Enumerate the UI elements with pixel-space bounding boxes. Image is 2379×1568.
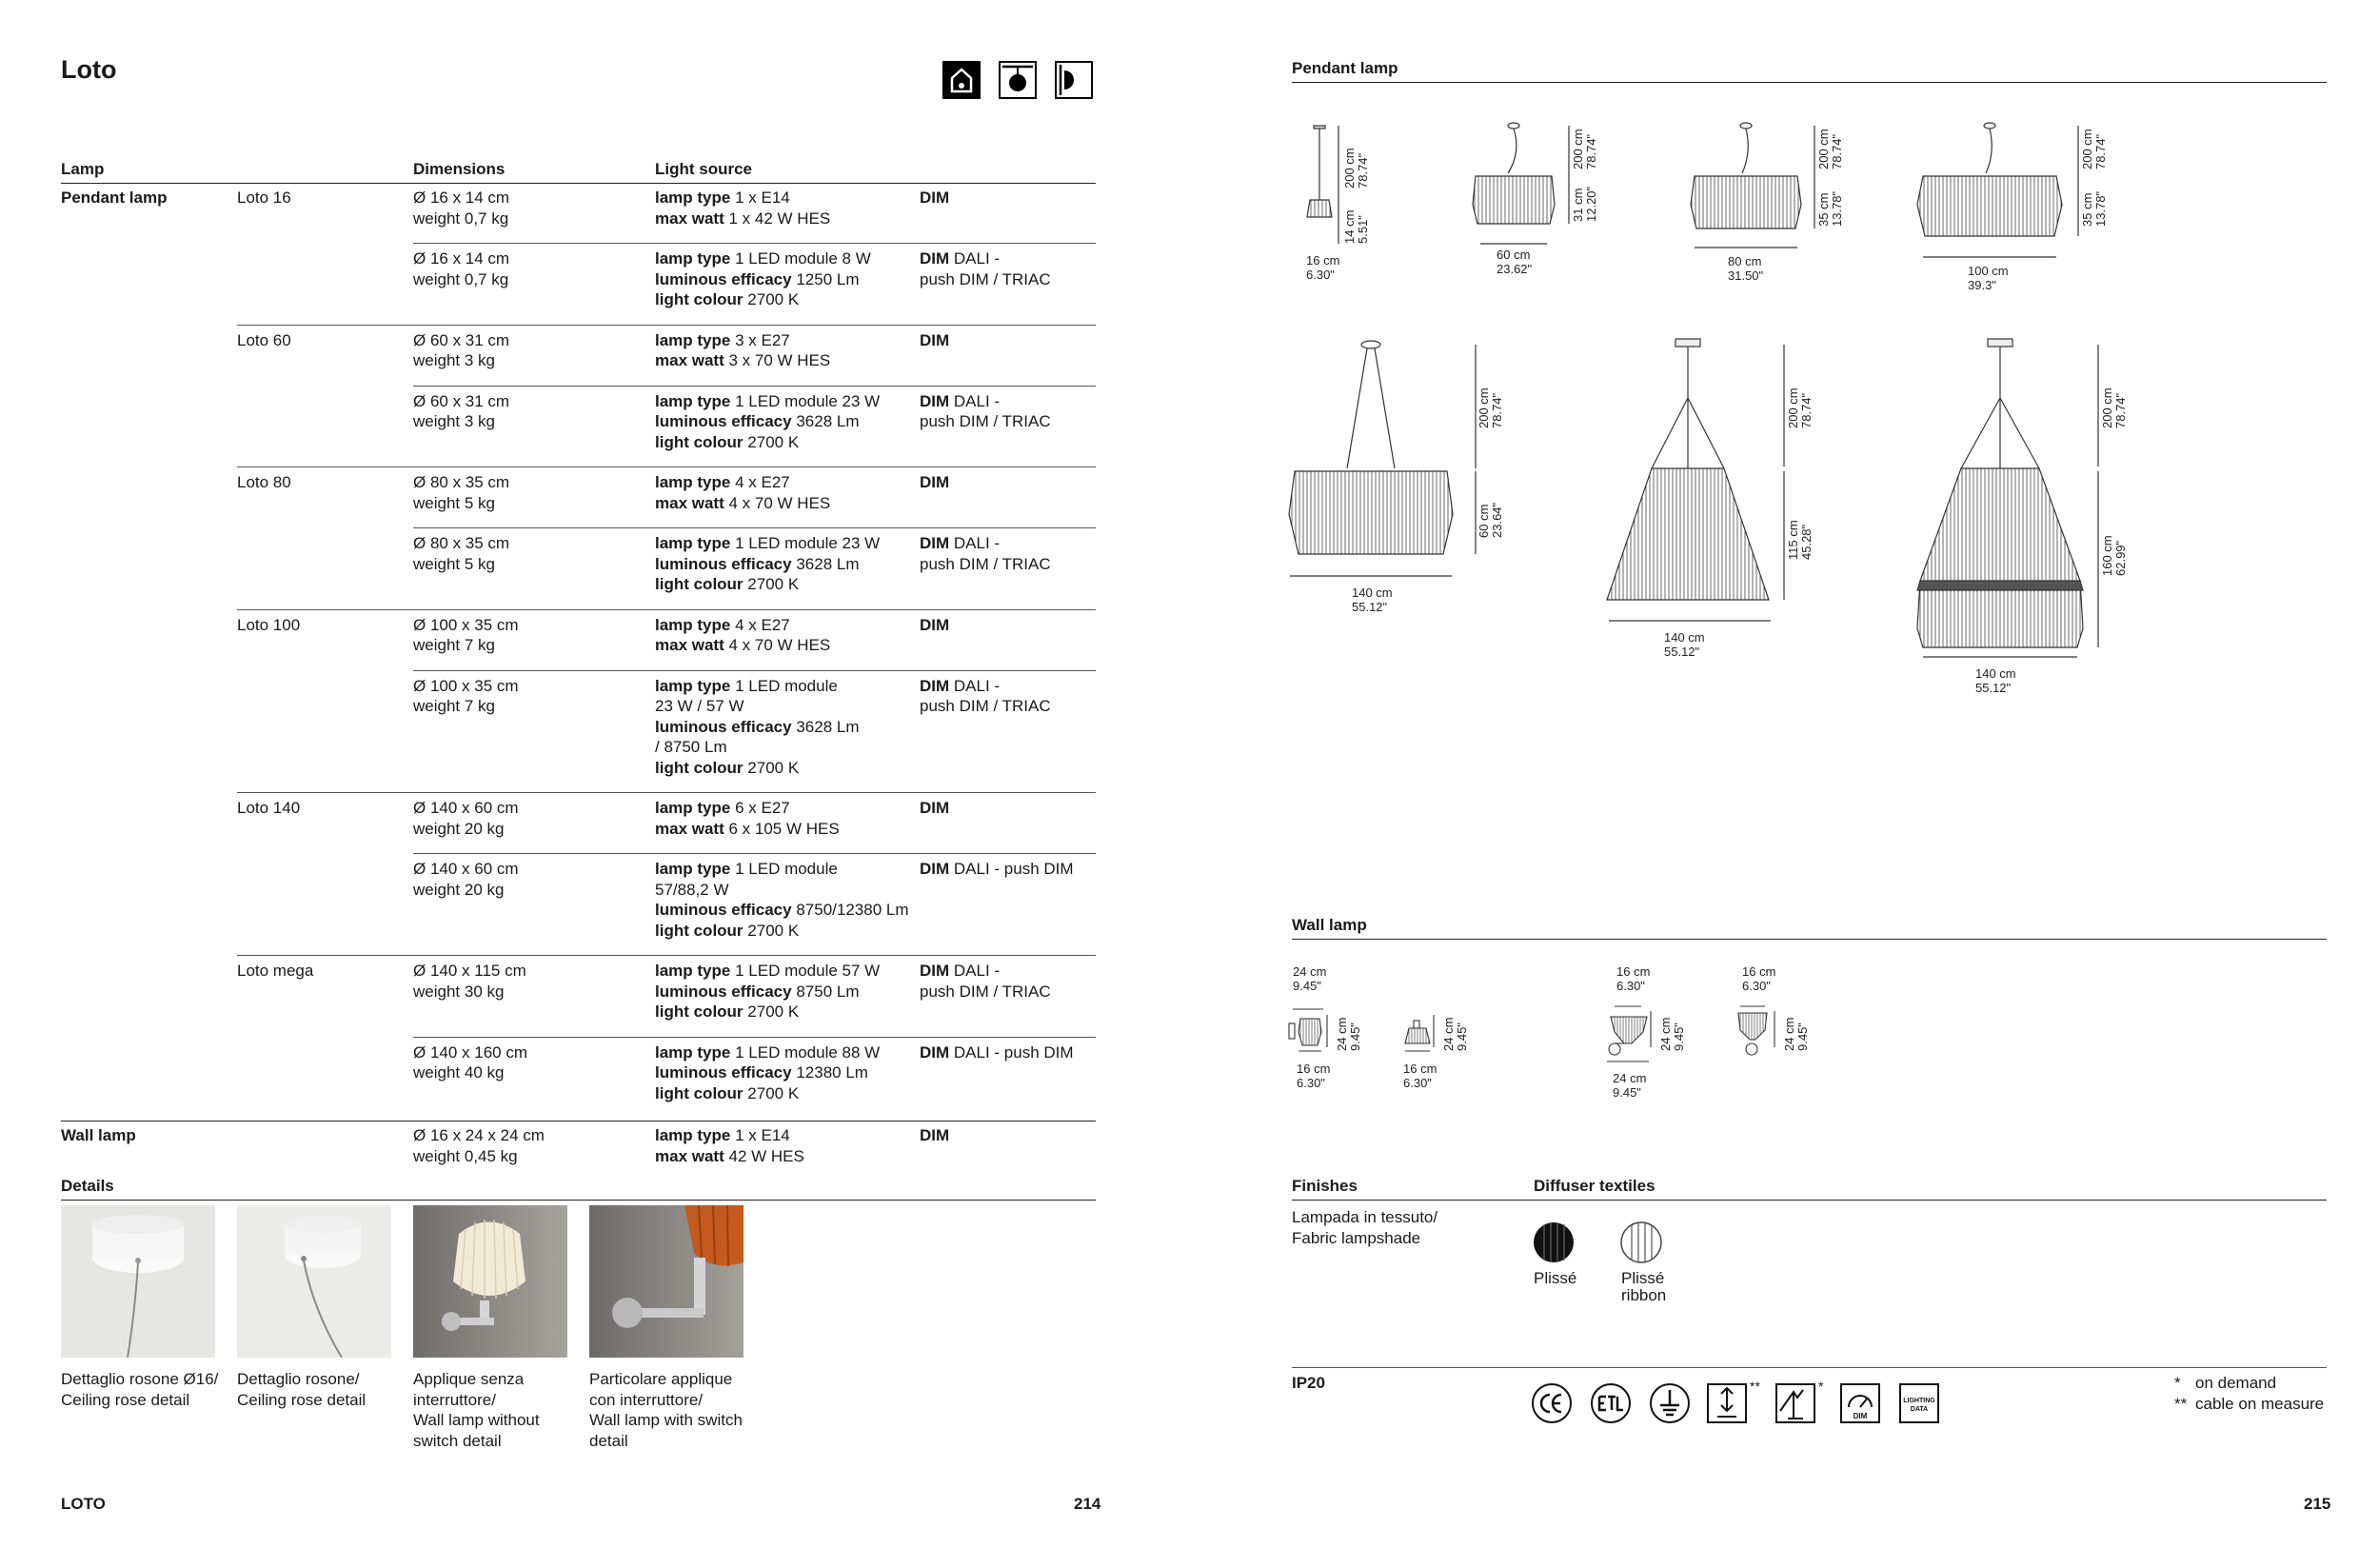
svg-text:78.74": 78.74" (1490, 392, 1504, 428)
model-name: Loto 16 (237, 189, 291, 207)
svg-text:6.30": 6.30" (1306, 268, 1335, 282)
svg-text:62.99": 62.99" (2113, 540, 2128, 576)
light-source-line: max watt 3 x 70 W HES (655, 351, 831, 369)
svg-text:31.50": 31.50" (1728, 268, 1764, 283)
svg-text:200 cm: 200 cm (2080, 129, 2094, 169)
svg-text:200 cm: 200 cm (1477, 387, 1491, 428)
ip-rule (1292, 1367, 2327, 1368)
dimming-info: DIM DALI - push DIM (920, 860, 1074, 878)
model-name: Loto 140 (237, 799, 301, 817)
light-source-line: luminous efficacy 3628 Lm (655, 717, 860, 736)
light-source-line: light colour 2700 K (655, 575, 800, 593)
model-name: Loto 100 (237, 615, 301, 634)
dimming-info: DIM DALI - (920, 534, 1001, 552)
dimming-info-line2: push DIM / TRIAC (920, 269, 1051, 288)
light-source-line: light colour 2700 K (655, 290, 800, 308)
dimmable-icon (1839, 1382, 1881, 1424)
light-source-line: max watt 4 x 70 W HES (655, 636, 831, 654)
svg-text:12.20": 12.20" (1584, 186, 1598, 222)
dimension-weight: weight 30 kg (413, 982, 505, 1001)
dimension-weight: weight 20 kg (413, 819, 505, 838)
finishes-rule (1292, 1200, 2327, 1201)
light-source-line: lamp type 3 x E27 (655, 330, 790, 349)
dimension-size: Ø 140 x 160 cm (413, 1042, 528, 1062)
finishes-label: Finishes (1292, 1177, 1358, 1195)
light-source-line: luminous efficacy 3628 Lm (655, 554, 860, 573)
svg-text:24 cm: 24 cm (1658, 1017, 1673, 1051)
light-source-line: luminous efficacy 12380 Lm (655, 1063, 868, 1082)
drawing-loto16 (1307, 126, 1338, 244)
light-source-line: lamp type 1 LED module 23 W (655, 391, 881, 410)
svg-text:6.30": 6.30" (1403, 1076, 1432, 1090)
led-source-icon (1774, 1382, 1816, 1424)
dimension-size: Ø 60 x 31 cm (413, 391, 510, 410)
light-source-line: light colour 2700 K (655, 758, 800, 777)
row-rule (237, 609, 1096, 610)
note-1-marker: * (2174, 1374, 2181, 1392)
svg-text:200 cm: 200 cm (2100, 387, 2114, 428)
light-source-line: lamp type 1 LED module (655, 676, 838, 695)
svg-text:6.30": 6.30" (1297, 1076, 1325, 1090)
svg-text:DIM: DIM (1853, 1412, 1868, 1420)
light-source-line: max watt 1 x 42 W HES (655, 208, 831, 228)
light-source-line: light colour 2700 K (655, 1083, 800, 1102)
row-rule (237, 325, 1096, 326)
dimension-weight: weight 3 kg (413, 351, 495, 369)
svg-text:100 cm: 100 cm (1968, 264, 2009, 278)
dimming-info-line2: push DIM / TRIAC (920, 982, 1051, 1001)
light-source-line: luminous efficacy 8750 Lm (655, 982, 860, 1001)
dimension-size: Ø 80 x 35 cm (413, 473, 510, 491)
details-rule (61, 1200, 1096, 1201)
light-source-line: lamp type 1 LED module (655, 860, 838, 878)
dimension-weight: weight 7 kg (413, 697, 495, 715)
light-source-line: 57/88,2 W (655, 880, 729, 899)
light-source-line: luminous efficacy 8750/12380 Lm (655, 901, 909, 919)
svg-text:24 cm: 24 cm (1293, 964, 1327, 979)
ceiling-rose-photo-1 (61, 1205, 215, 1358)
detail-caption-line: con interruttore/ (589, 1390, 704, 1409)
swatch-ribbon-label-2: ribbon (1621, 1286, 1667, 1304)
svg-text:24 cm: 24 cm (1613, 1071, 1647, 1085)
row-rule (237, 955, 1096, 956)
wall-dim-label: DIM (920, 1126, 950, 1144)
details-label: Details (61, 1177, 114, 1195)
diffuser-label: Diffuser textiles (1534, 1177, 1655, 1195)
ce-mark-icon (1531, 1382, 1573, 1424)
svg-text:9.45": 9.45" (1348, 1022, 1362, 1051)
row-rule (413, 527, 1096, 528)
wall-lamp-type: lamp type 1 x E14 (655, 1126, 790, 1144)
page-title: Loto (61, 55, 117, 84)
ip-rating: IP20 (1292, 1374, 1325, 1392)
swatch-ribbon-label-1: Plissé (1621, 1269, 1665, 1287)
footer-page-left: 214 (1074, 1495, 1101, 1513)
footer-brand: LOTO (61, 1495, 106, 1513)
svg-text:78.74": 78.74" (2093, 133, 2108, 169)
svg-text:9.45": 9.45" (1613, 1085, 1641, 1100)
dimension-size: Ø 100 x 35 cm (413, 676, 519, 695)
svg-text:13.78": 13.78" (2093, 190, 2108, 227)
svg-text:55.12": 55.12" (1975, 681, 2012, 695)
svg-text:115 cm: 115 cm (1786, 520, 1800, 560)
svg-text:35 cm: 35 cm (2080, 192, 2094, 227)
svg-text:39.3": 39.3" (1968, 278, 1996, 292)
wall-drawings-rule (1292, 939, 2327, 940)
drawing-loto80 (1691, 123, 1814, 248)
light-source-line: lamp type 1 LED module 57 W (655, 962, 881, 980)
svg-text:55.12": 55.12" (1352, 600, 1388, 614)
svg-text:80 cm: 80 cm (1728, 254, 1762, 268)
model-name: Loto mega (237, 962, 314, 980)
drawing-loto140 (1289, 341, 1476, 576)
detail-caption-line: Wall lamp with switch (589, 1411, 743, 1429)
col-header-dimensions: Dimensions (413, 160, 506, 178)
p16-h1: 200 cm (1342, 148, 1357, 189)
svg-text:78.74": 78.74" (1799, 392, 1814, 428)
svg-text:16 cm: 16 cm (1403, 1062, 1437, 1076)
dimension-size: Ø 140 x 60 cm (413, 860, 519, 878)
drawing-loto-mega-1 (1607, 339, 1784, 621)
dimming-info: DIM DALI - (920, 391, 1001, 410)
note-2-text: cable on measure (2195, 1395, 2325, 1413)
wall-technical-drawings (1285, 952, 1856, 1123)
svg-text:16 cm: 16 cm (1742, 964, 1776, 979)
note-2-marker: ** (2174, 1395, 2188, 1413)
detail-caption-line: Applique senza (413, 1370, 525, 1388)
row-rule (237, 792, 1096, 793)
svg-text:78.74": 78.74" (1356, 152, 1370, 189)
etl-listed-icon (1590, 1382, 1632, 1424)
svg-text:200 cm: 200 cm (1571, 129, 1585, 169)
pendant-lamp-label: Pendant lamp (61, 189, 168, 207)
pendant-technical-drawings (1276, 95, 2342, 714)
dimension-size: Ø 60 x 31 cm (413, 330, 510, 349)
col-header-light-source: Light source (655, 160, 753, 178)
wall-dim-weight: weight 0,45 kg (413, 1147, 518, 1165)
svg-text:16 cm: 16 cm (1306, 253, 1340, 268)
svg-text:14 cm: 14 cm (1342, 209, 1357, 244)
light-source-line: lamp type 6 x E27 (655, 799, 790, 817)
dimension-size: Ø 100 x 35 cm (413, 615, 519, 634)
svg-text:DATA: DATA (1910, 1406, 1929, 1413)
light-source-line: lamp type 1 LED module 8 W (655, 249, 871, 268)
dimension-weight: weight 7 kg (413, 636, 495, 654)
svg-text:31 cm: 31 cm (1571, 188, 1585, 222)
svg-text:23.62": 23.62" (1497, 262, 1533, 276)
light-source-line: / 8750 Lm (655, 738, 727, 756)
light-source-line: max watt 4 x 70 W HES (655, 493, 831, 512)
svg-text:200 cm: 200 cm (1786, 387, 1800, 428)
detail-caption-line: Particolare applique (589, 1370, 733, 1388)
dimming-info: DIM DALI - (920, 676, 1001, 695)
svg-text:16 cm: 16 cm (1616, 964, 1651, 979)
wall-lamp-photo-2 (589, 1205, 743, 1358)
indoor-home-icon (942, 61, 981, 99)
light-source-line: light colour 2700 K (655, 921, 800, 940)
pendant-drawings-label: Pendant lamp (1292, 59, 1398, 77)
wall-dim-size: Ø 16 x 24 x 24 cm (413, 1126, 545, 1144)
row-rule (413, 1037, 1096, 1038)
svg-text:60 cm: 60 cm (1497, 248, 1531, 262)
detail-caption-line: Dettaglio rosone Ø16/ (61, 1370, 219, 1388)
svg-text:78.74": 78.74" (1830, 133, 1844, 169)
svg-text:9.45": 9.45" (1293, 979, 1321, 993)
dimming-info-line2: push DIM / TRIAC (920, 697, 1051, 715)
dimension-size: Ø 16 x 14 cm (413, 249, 510, 268)
col-header-lamp: Lamp (61, 160, 105, 178)
dimming-info: DIM DALI - (920, 249, 1001, 268)
svg-text:160 cm: 160 cm (2100, 535, 2114, 576)
svg-text:23.64": 23.64" (1490, 502, 1504, 538)
svg-text:35 cm: 35 cm (1816, 192, 1831, 227)
svg-text:55.12": 55.12" (1664, 645, 1700, 659)
wall-lamp-label: Wall lamp (61, 1126, 136, 1144)
lighting-data-icon[interactable] (1898, 1382, 1940, 1424)
finishes-text-2: Fabric lampshade (1292, 1229, 1421, 1247)
wall-type-icon (1055, 61, 1093, 99)
note-marker-single: * (1818, 1379, 1824, 1394)
light-source-line: light colour 2700 K (655, 1002, 800, 1021)
model-name: Loto 60 (237, 330, 291, 349)
detail-caption-line: detail (589, 1431, 628, 1450)
note-marker-double: ** (1750, 1379, 1760, 1394)
svg-text:9.45": 9.45" (1455, 1022, 1469, 1051)
dimension-size: Ø 140 x 115 cm (413, 962, 526, 980)
finishes-text-1: Lampada in tessuto/ (1292, 1208, 1438, 1226)
light-source-line: luminous efficacy 1250 Lm (655, 269, 860, 288)
row-rule (413, 386, 1096, 387)
adjustable-height-icon (1706, 1382, 1748, 1424)
light-source-line: light colour 2700 K (655, 432, 800, 451)
model-name: Loto 80 (237, 473, 291, 491)
note-1-text: on demand (2195, 1374, 2277, 1392)
dimension-size: Ø 16 x 14 cm (413, 189, 510, 207)
light-source-line: lamp type 1 LED module 23 W (655, 534, 881, 552)
svg-text:6.30": 6.30" (1616, 979, 1645, 993)
row-rule (413, 853, 1096, 854)
ceiling-rose-photo-2 (237, 1205, 391, 1358)
drawing-loto100 (1917, 123, 2078, 257)
detail-caption-line: Ceiling rose detail (61, 1390, 190, 1409)
wall-lamp-photo-1 (413, 1205, 567, 1358)
light-source-line: lamp type 4 x E27 (655, 473, 790, 491)
svg-text:13.78": 13.78" (1830, 190, 1844, 227)
svg-text:78.74": 78.74" (1584, 133, 1598, 169)
dimension-weight: weight 0,7 kg (413, 208, 509, 228)
earth-ground-icon (1649, 1382, 1691, 1424)
light-source-line: lamp type 1 x E14 (655, 189, 790, 207)
dimming-info: DIM (920, 473, 950, 491)
drawing-loto-mega-2 (1917, 339, 2098, 657)
detail-caption-line: switch detail (413, 1431, 502, 1450)
dimming-info: DIM (920, 330, 950, 349)
svg-text:LIGHTING: LIGHTING (1903, 1398, 1935, 1404)
dimension-size: Ø 140 x 60 cm (413, 799, 519, 817)
detail-caption-line: Wall lamp without (413, 1411, 540, 1429)
header-rule (61, 183, 1096, 184)
footer-page-right: 215 (2304, 1495, 2331, 1513)
dimension-weight: weight 5 kg (413, 554, 495, 573)
svg-text:9.45": 9.45" (1672, 1022, 1686, 1051)
svg-text:140 cm: 140 cm (1352, 586, 1393, 600)
drawing-loto60 (1473, 123, 1569, 244)
dimension-weight: weight 40 kg (413, 1063, 505, 1082)
svg-text:5.51": 5.51" (1356, 215, 1370, 244)
dimming-info: DIM (920, 799, 950, 817)
svg-text:78.74": 78.74" (2113, 392, 2128, 428)
dimming-info: DIM DALI - push DIM (920, 1042, 1074, 1062)
detail-caption-line: Dettaglio rosone/ (237, 1370, 360, 1388)
dimension-weight: weight 0,7 kg (413, 269, 509, 288)
dimming-info: DIM (920, 189, 950, 207)
swatch-plisse-label: Plissé (1534, 1269, 1577, 1287)
dimension-weight: weight 3 kg (413, 412, 495, 430)
svg-text:200 cm: 200 cm (1816, 129, 1831, 169)
pendant-drawings-rule (1292, 82, 2327, 83)
pendant-type-icon (999, 61, 1037, 99)
swatch-plisse-ribbon[interactable] (1619, 1221, 1663, 1264)
svg-text:9.45": 9.45" (1795, 1022, 1810, 1051)
svg-text:140 cm: 140 cm (1664, 630, 1705, 645)
light-source-line: luminous efficacy 3628 Lm (655, 412, 860, 430)
dimension-size: Ø 80 x 35 cm (413, 534, 510, 552)
svg-text:16 cm: 16 cm (1297, 1062, 1331, 1076)
light-source-line: 23 W / 57 W (655, 697, 744, 715)
detail-caption-line: Ceiling rose detail (237, 1390, 367, 1409)
light-source-line: lamp type 4 x E27 (655, 615, 790, 634)
swatch-plisse-black[interactable] (1532, 1221, 1576, 1264)
wall-drawings-label: Wall lamp (1292, 916, 1367, 934)
svg-text:24 cm: 24 cm (1441, 1017, 1456, 1051)
row-rule (413, 243, 1096, 244)
wall-max-watt: max watt 42 W HES (655, 1147, 804, 1165)
svg-text:140 cm: 140 cm (1975, 666, 2016, 681)
detail-caption-line: interruttore/ (413, 1390, 496, 1409)
dimming-info: DIM DALI - (920, 962, 1001, 980)
dimming-info-line2: push DIM / TRIAC (920, 554, 1051, 573)
dimension-weight: weight 5 kg (413, 493, 495, 512)
dimension-weight: weight 20 kg (413, 880, 505, 899)
svg-text:45.28": 45.28" (1799, 524, 1814, 560)
svg-text:24 cm: 24 cm (1782, 1017, 1796, 1051)
light-source-line: max watt 6 x 105 W HES (655, 819, 840, 838)
svg-text:24 cm: 24 cm (1335, 1017, 1349, 1051)
svg-text:6.30": 6.30" (1742, 979, 1771, 993)
dimming-info: DIM (920, 615, 950, 634)
svg-text:60 cm: 60 cm (1477, 504, 1491, 538)
row-rule (237, 466, 1096, 467)
light-source-line: lamp type 1 LED module 88 W (655, 1042, 881, 1062)
dimming-info-line2: push DIM / TRIAC (920, 412, 1051, 430)
row-rule (413, 670, 1096, 671)
